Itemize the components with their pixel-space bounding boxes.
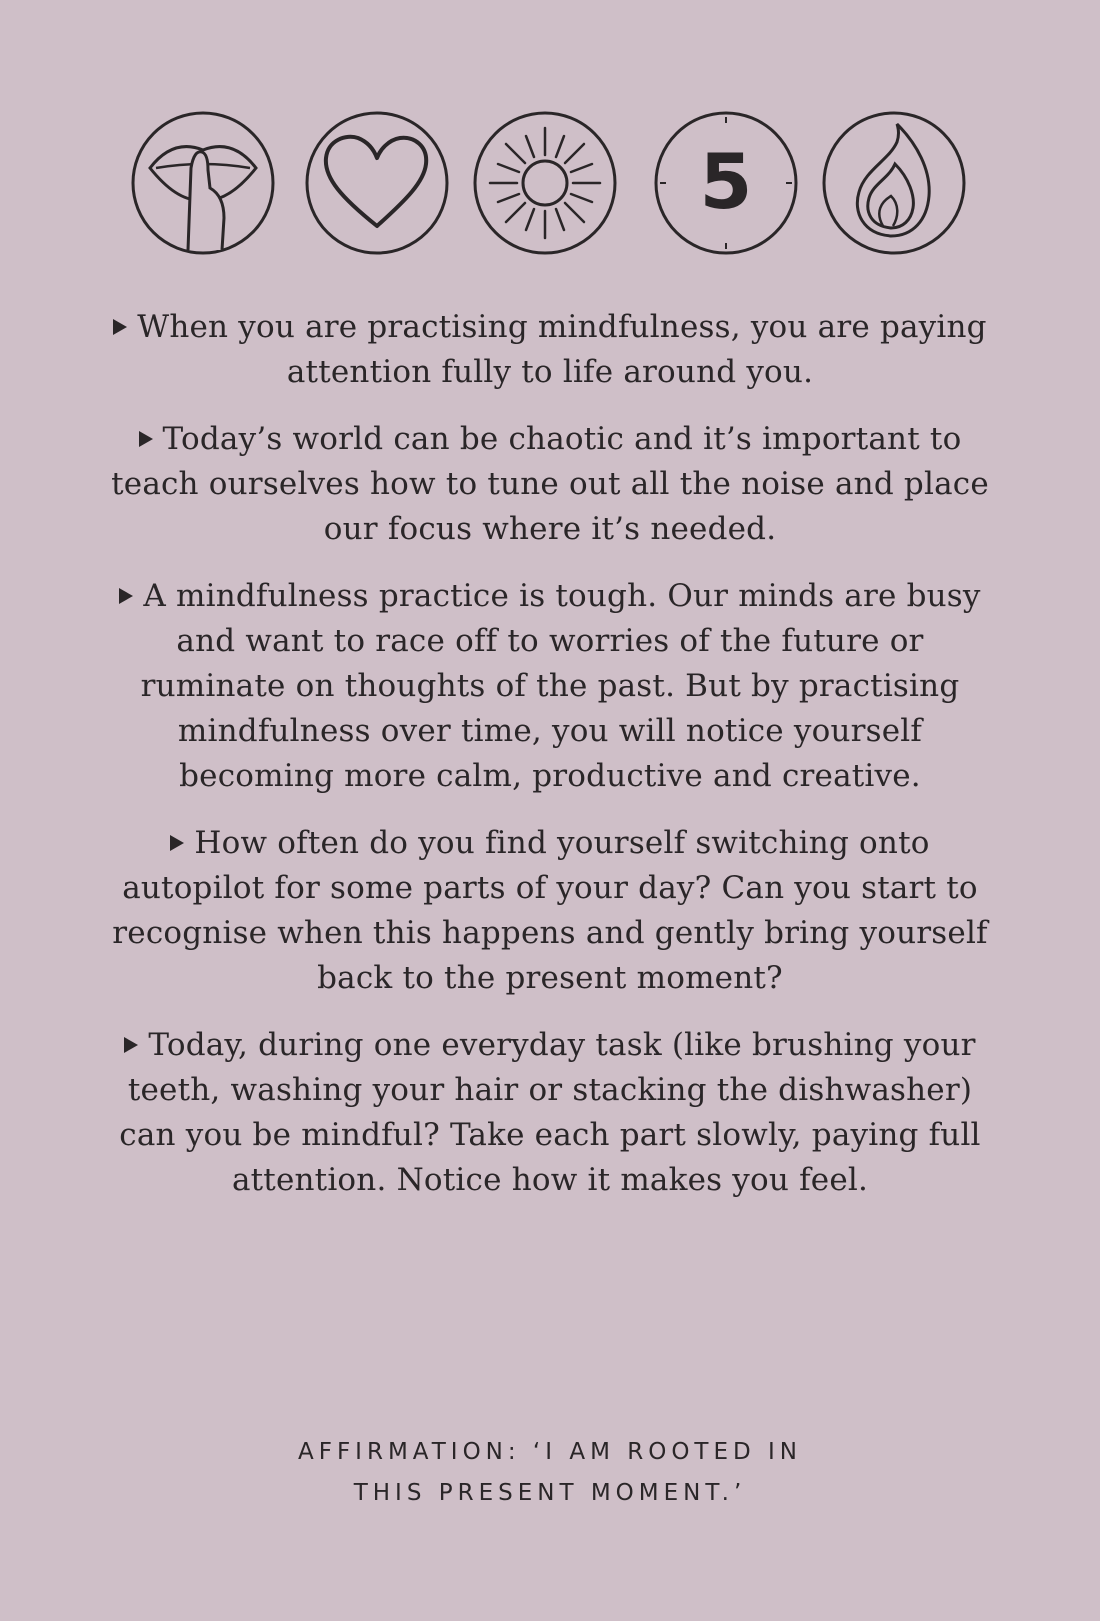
bullet-item bbox=[100, 305, 1000, 395]
affirmation-line-2: THIS PRESENT MOMENT.’ bbox=[353, 1480, 747, 1506]
bullet-item bbox=[100, 574, 1000, 799]
bullet-list bbox=[100, 305, 1000, 1225]
affirmation-line-1: AFFIRMATION: ‘I AM ROOTED IN bbox=[297, 1439, 803, 1465]
play-triangle-icon bbox=[124, 1037, 138, 1053]
leaf-flame-icon bbox=[819, 108, 969, 258]
bullet-item bbox=[100, 821, 1000, 1001]
number-five-icon bbox=[651, 108, 801, 258]
bullet-text: How often do you find yourself switching onto autopilot for some parts of your day? Can you start to recognise when this happens and gently bring yourself back to the present moment? bbox=[112, 825, 988, 996]
play-triangle-icon bbox=[113, 319, 127, 335]
shush-lips-icon bbox=[128, 108, 278, 258]
bullet-text: A mindfulness practice is tough. Our minds are busy and want to race off to worries of the future or ruminate on thoughts of the past. But by practising mindfulness over time, you will notice yourself becoming more calm, productive and creative. bbox=[140, 578, 981, 794]
play-triangle-icon bbox=[119, 588, 133, 604]
play-triangle-icon bbox=[170, 835, 184, 851]
icon-row bbox=[0, 108, 1100, 258]
bullet-text: Today’s world can be chaotic and it’s important to teach ourselves how to tune out all the noise and place our focus where it’s needed. bbox=[111, 421, 989, 547]
bullet-item bbox=[100, 1023, 1000, 1203]
icon-number-text: 5 bbox=[699, 137, 753, 226]
bullet-text: Today, during one everyday task (like brushing your teeth, washing your hair or stacking the dishwasher) can you be mindful? Take each part slowly, paying full attention. Notice how it makes you feel. bbox=[119, 1027, 981, 1198]
bullet-item bbox=[100, 417, 1000, 552]
play-triangle-icon bbox=[139, 431, 153, 447]
heart-icon bbox=[302, 108, 452, 258]
bullet-text: When you are practising mindfulness, you are paying attention fully to life around you. bbox=[137, 309, 987, 390]
sun-icon bbox=[470, 108, 620, 258]
affirmation bbox=[150, 1432, 950, 1514]
